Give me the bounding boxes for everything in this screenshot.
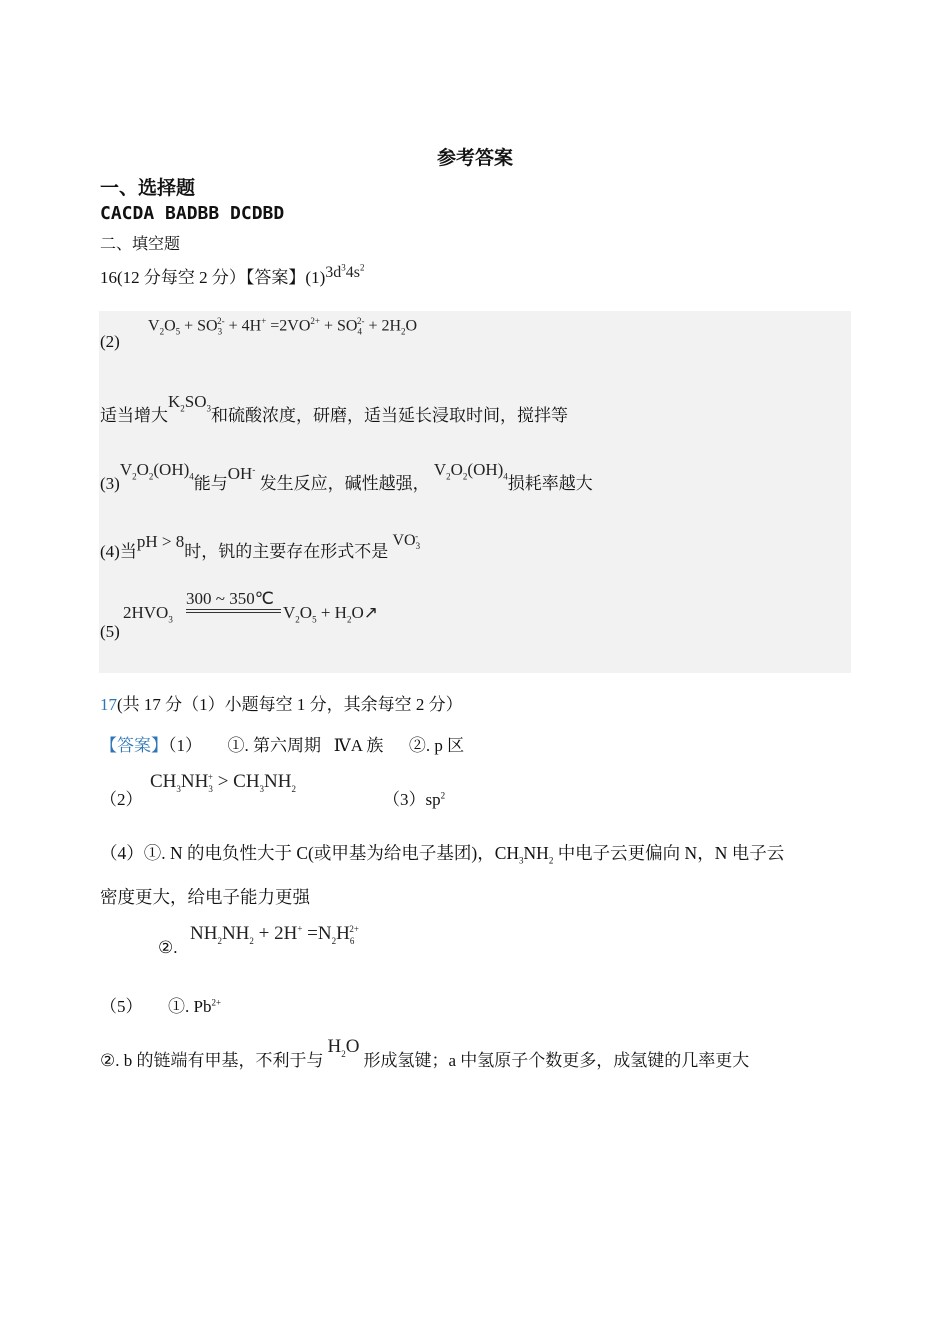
q16-electron-config: $3d^34s^2$ <box>325 262 365 281</box>
q17-h2o: $H_2O$ <box>327 1036 360 1059</box>
q16-line-3: $(3)V_2O_2(OH)_4$能与OH- 发生反应，碱性越强， $V_2O_2(OH)_4$损耗率越大 <box>100 460 593 493</box>
q17-label-4-2: ②. <box>158 938 178 957</box>
multiple-choice-answers: CACDA BADBB DCDBD <box>100 203 285 224</box>
q16-v2o2oh4-a: $V_2O_2(OH)_4$ <box>119 460 194 482</box>
q16-header: 16(12 分每空 2 分）【答案】$(1)3d^34s^2$ <box>100 262 365 287</box>
q16-ph: pH > 8 <box>136 532 185 551</box>
q17-answer-3: $(3)sp^2$ <box>383 790 446 809</box>
q17-equation-4-2: $NH_2NH_2 + 2H^+ =N_2H_6^{2+}$ <box>190 923 359 946</box>
q16-equation-2: $V_2O_5 + SO_3^{2-} + 4H^+ =2VO^{2+} + SO_4^{2-} + 2H_2O$ <box>148 316 418 337</box>
q17-header: 17(共 17 分（1）小题每空 1 分，其余每空 2 分） <box>100 695 463 714</box>
q16-v2o2oh4-b: $V_2O_2(OH)_4$ <box>433 460 508 482</box>
q17-answer-5: （5） ①. $Pb^{2+}$ <box>100 997 222 1016</box>
q16-eq5-bar-bottom <box>186 612 281 613</box>
page-title: 参考答案 <box>436 147 513 169</box>
q17-equation-2: $CH_3NH_3^+ > CH_3NH_2$ <box>150 771 296 794</box>
q16-label-5: (5) <box>100 622 120 641</box>
q16-k2so3: $K_2SO_3$ <box>168 392 212 414</box>
q17-answer-5-2: ②. b 的链端有甲基，不利于与$H_2O$形成氢键；a 中氢原子个数更多，成氢键的几率更大 <box>100 1036 750 1070</box>
q17-answer-4-line2: 密度更大，给电子能力更强 <box>100 887 310 907</box>
q16-eq5-right: $V_2O_5$ + $H_2O↗$ <box>283 603 378 625</box>
q16-vo3: $VO_3^-$ <box>392 530 421 552</box>
q17-answer-4-line1: （4）①. N 的电负性大于 C(或甲基为给电子基团)，$CH_3NH_2$ 中电子云更偏向 N，N 电子云 <box>100 843 785 866</box>
q16-line-2b: 适当增大$K_2SO_3$和硫酸浓度，研磨，适当延长浸取时间，搅拌等 <box>100 392 569 425</box>
q17-label-2: （2） <box>100 790 143 809</box>
section-heading-choice: 一、选择题 <box>100 177 196 199</box>
q16-oh: OH- <box>227 464 256 483</box>
q16-eq5-bar-top <box>186 609 281 610</box>
section-heading-fill: 二、填空题 <box>100 236 181 253</box>
q16-eq5-condition: 300 ~ 350℃ <box>186 589 274 608</box>
q16-line-4: (4)当pH > 8时，钒的主要存在形式不是 $VO_3^-$ <box>100 530 421 561</box>
q17-answer-1: 【答案】（1） ①. 第六周期 ⅣA 族 ②. p 区 <box>100 736 465 755</box>
q16-eq5-left: $2HVO_3$ <box>123 603 173 625</box>
q16-label-2: (2) <box>100 332 120 351</box>
